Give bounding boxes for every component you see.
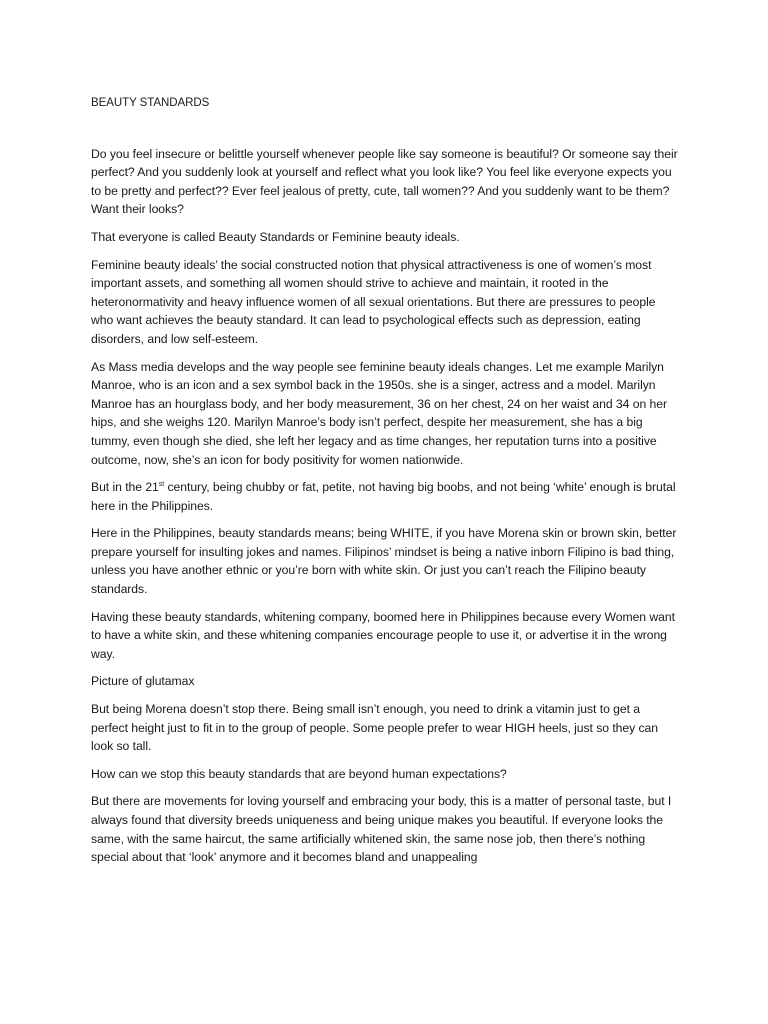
paragraph: As Mass media develops and the way people see feminine beauty ideals changes. Let me example Marilyn Manroe, who is an icon and a sex symbol back in the 1950s. she is a singer, actress and a model. Marilyn Manroe has an hourglass body, and her body measurement, 36 on her chest, 24 on her waist and 34 on her hips, and she weighs 120. Marilyn Manroe’s body isn’t perfect, despite her measurement, she has a big tummy, even though she died, she left her legacy and as time changes, her reputation turns into a positive outcome, now, she’s an icon for body positivity for women nationwide. bbox=[91, 359, 667, 467]
paragraph: Having these beauty standards, whitening company, boomed here in Philippines because every Women want to have a white skin, and these whitening companies encourage people to use it, or advertise it in the wrong way. bbox=[91, 609, 675, 661]
paragraph: Picture of glutamax bbox=[91, 674, 195, 689]
paragraph: But being Morena doesn’t stop there. Being small isn’t enough, you need to drink a vitamin just to get a perfect height just to fit in to the group of people. Some people prefer to wear HIGH heels, just so they can look so tall. bbox=[91, 702, 659, 754]
paragraph-text: century, being chubby or fat, petite, not having big boobs, and not being ‘white’ enough is brutal here in the Philippines. bbox=[91, 480, 676, 513]
paragraph: Here in the Philippines, beauty standards means; being WHITE, if you have Morena skin or brown skin, better prepare yourself for insulting jokes and names. Filipinos’ mindset is being a native inborn Filipino is bad thing, unless you have another ethnic or you’re born with white skin. Or just you can’t reach the Filipino beauty standards. bbox=[91, 526, 677, 597]
document-body bbox=[91, 94, 679, 876]
paragraph: How can we stop this beauty standards that are beyond human expectations? bbox=[91, 766, 507, 781]
superscript-ordinal: st bbox=[158, 481, 165, 489]
paragraph: Do you feel insecure or belittle yourself whenever people like say someone is beautiful? Or someone say their perfect? And you suddenly look at yourself and reflect what you look like? You feel like everyone expects you to be pretty and perfect?? Ever feel jealous of pretty, cute, tall women?? And you suddenly want to be them? Want their looks? bbox=[91, 146, 678, 217]
paragraph: But there are movements for loving yourself and embracing your body, this is a matter of personal taste, but I always found that diversity breeds uniqueness and being unique makes you beautiful. If everyone looks the same, with the same haircut, the same artificially whitened skin, the same nose job, then there’s nothing special about that ‘look’ anymore and it becomes bland and unappealing bbox=[91, 794, 672, 865]
paragraph: Feminine beauty ideals’ the social constructed notion that physical attractiveness is one of women’s most important assets, and something all women should strive to achieve and maintain, it rooted in the heteronormativity and heavy influence women of all sexual orientations. But there are pressures to people who want achieves the beauty standard. It can lead to psychological effects such as depression, eating disorders, and low self-esteem. bbox=[91, 257, 656, 346]
paragraph-21st-century bbox=[91, 478, 679, 515]
document-title: BEAUTY STANDARDS bbox=[91, 97, 210, 109]
paragraph-text: But in the 21 bbox=[91, 480, 159, 495]
paragraph: That everyone is called Beauty Standards or Feminine beauty ideals. bbox=[91, 229, 460, 244]
